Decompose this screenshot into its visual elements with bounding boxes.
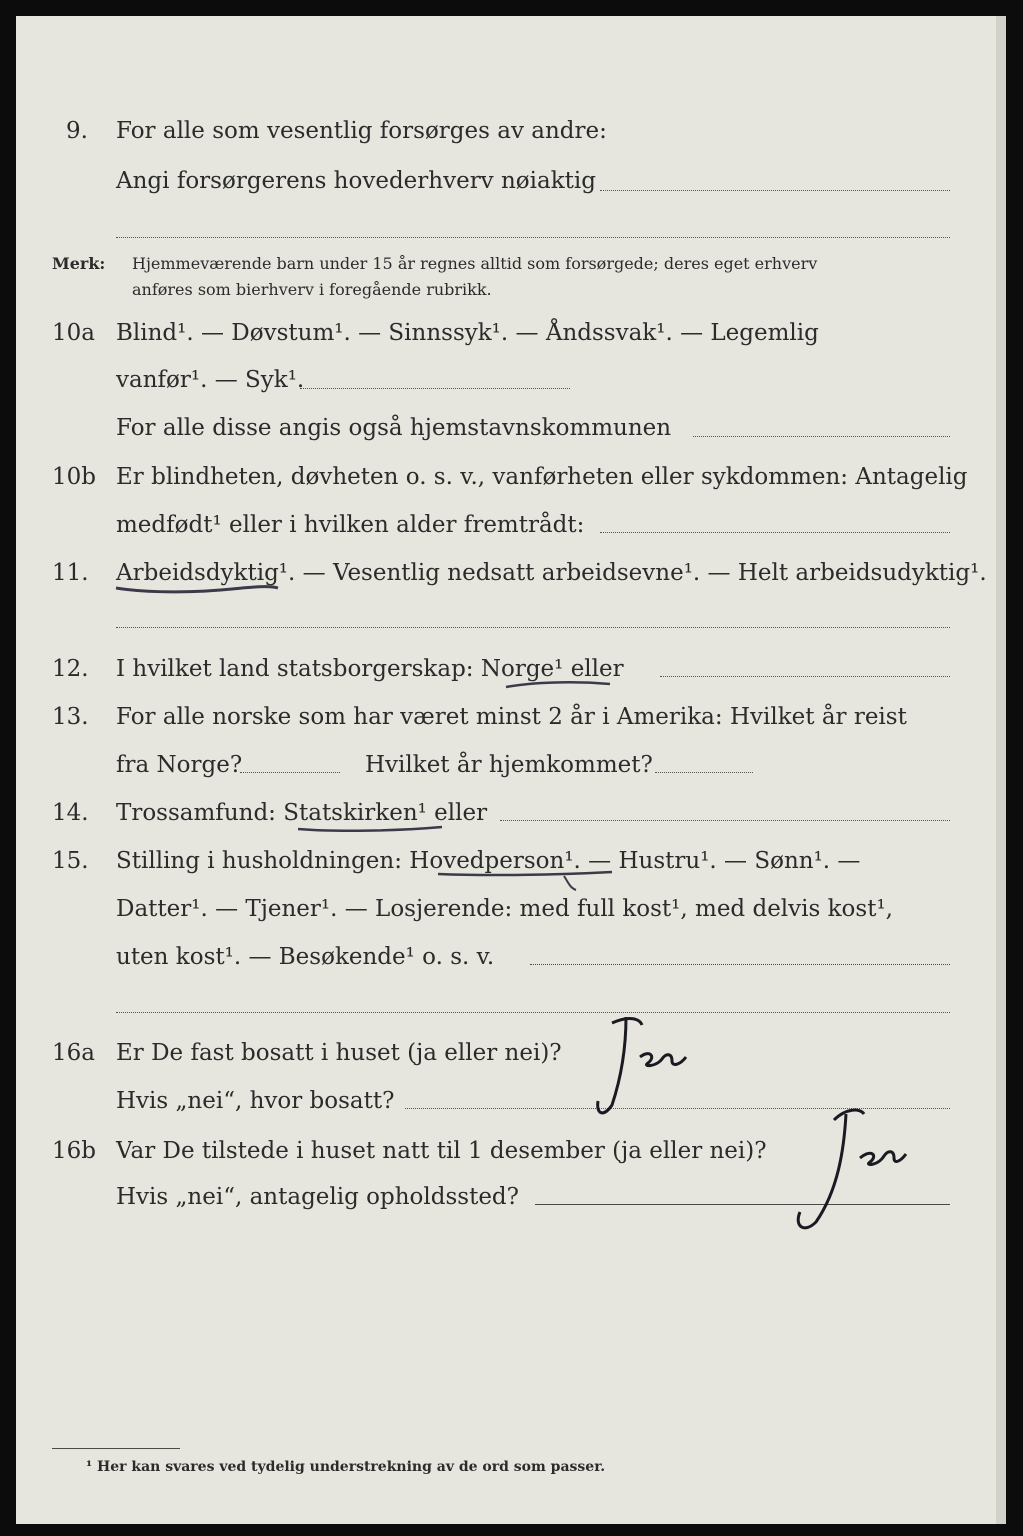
item-10a-hometown-line: [693, 436, 950, 437]
item-10b-line-2: medfødt¹ eller i hvilken alder fremtrådt:: [116, 512, 585, 538]
item-14-answer-line: [500, 820, 950, 821]
item-15-answer-line: [530, 964, 950, 965]
item-10a-answer-line: [300, 388, 570, 389]
item-11-line-1: Arbeidsdyktig¹. — Vesentlig nedsatt arbeidsevne¹. — Helt arbeidsudyktig¹.: [116, 560, 987, 586]
item-16a-line-2: Hvis „nei“, hvor bosatt?: [116, 1088, 395, 1114]
item-10a-number: 10a: [52, 320, 95, 346]
item-16b-handwritten-answer: [780, 1100, 910, 1235]
item-14-line-1: Trossamfund: Statskirken¹ eller: [116, 800, 488, 826]
item-10a-line-3: For alle disse angis også hjemstavnskommunen: [116, 415, 672, 441]
arbeidsdyktig-underline-mark: [112, 580, 282, 596]
item-10b-line-1: Er blindheten, døvheten o. s. v., vanførheten eller sykdommen: Antagelig: [116, 464, 968, 490]
item-16a-number: 16a: [52, 1040, 95, 1066]
item-15-blank-line: [116, 1012, 950, 1013]
item-13-departure-line: [240, 772, 340, 773]
item-11-number: 11.: [52, 560, 89, 586]
item-15-line-2: Datter¹. — Tjener¹. — Losjerende: med full kost¹, med delvis kost¹,: [116, 896, 893, 922]
merk-label: Merk:: [52, 254, 106, 273]
merk-line-1: Hjemmeværende barn under 15 år regnes alltid som forsørgede; deres eget erhverv: [132, 254, 818, 273]
item-9-line-1: For alle som vesentlig forsørges av andre:: [116, 118, 607, 144]
item-13-return-line: [655, 772, 753, 773]
item-15-number: 15.: [52, 848, 89, 874]
item-16a-handwritten-answer: [590, 1005, 700, 1120]
item-15-line-3: uten kost¹. — Besøkende¹ o. s. v.: [116, 944, 495, 970]
norge-underline-mark: [504, 676, 614, 692]
hovedperson-underline-mark: [436, 866, 616, 894]
item-9-blank-line: [116, 237, 950, 238]
item-12-answer-line: [660, 676, 950, 677]
item-16a-line-1: Er De fast bosatt i huset (ja eller nei)?: [116, 1040, 562, 1066]
item-15-line-1: Stilling i husholdningen: Hovedperson¹. — Hustru¹. — Sønn¹. —: [116, 848, 861, 874]
item-13-line-2b: Hvilket år hjemkommet?: [365, 752, 653, 778]
item-16b-line-2: Hvis „nei“, antagelig opholdssted?: [116, 1184, 519, 1210]
item-11-blank-line: [116, 627, 950, 628]
item-10b-number: 10b: [52, 464, 96, 490]
footnote: ¹ Her kan svares ved tydelig understrekning av de ord som passer.: [86, 1459, 606, 1475]
item-12-number: 12.: [52, 656, 89, 682]
item-10a-line-1: Blind¹. — Døvstum¹. — Sinnssyk¹. — Åndssvak¹. — Legemlig: [116, 320, 819, 346]
item-16b-number: 16b: [52, 1138, 96, 1164]
item-14-number: 14.: [52, 800, 89, 826]
item-10a-line-2: vanfør¹. — Syk¹.: [116, 367, 305, 393]
item-16b-line-1: Var De tilstede i huset natt til 1 desember (ja eller nei)?: [116, 1138, 767, 1164]
merk-line-2: anføres som bierhverv i foregående rubrikk.: [132, 280, 492, 299]
item-13-line-2a: fra Norge?: [116, 752, 243, 778]
statskirken-underline-mark: [296, 820, 446, 836]
item-12-line-1: I hvilket land statsborgerskap: Norge¹ eller: [116, 656, 624, 682]
item-9-answer-line: [600, 190, 950, 191]
item-9-number: 9.: [66, 118, 88, 144]
footnote-separator: [52, 1448, 180, 1449]
item-10b-answer-line: [600, 532, 950, 533]
item-13-number: 13.: [52, 704, 89, 730]
item-13-line-1: For alle norske som har været minst 2 år i Amerika: Hvilket år reist: [116, 704, 907, 730]
item-9-line-2: Angi forsørgerens hovederhverv nøiaktig: [116, 168, 596, 194]
